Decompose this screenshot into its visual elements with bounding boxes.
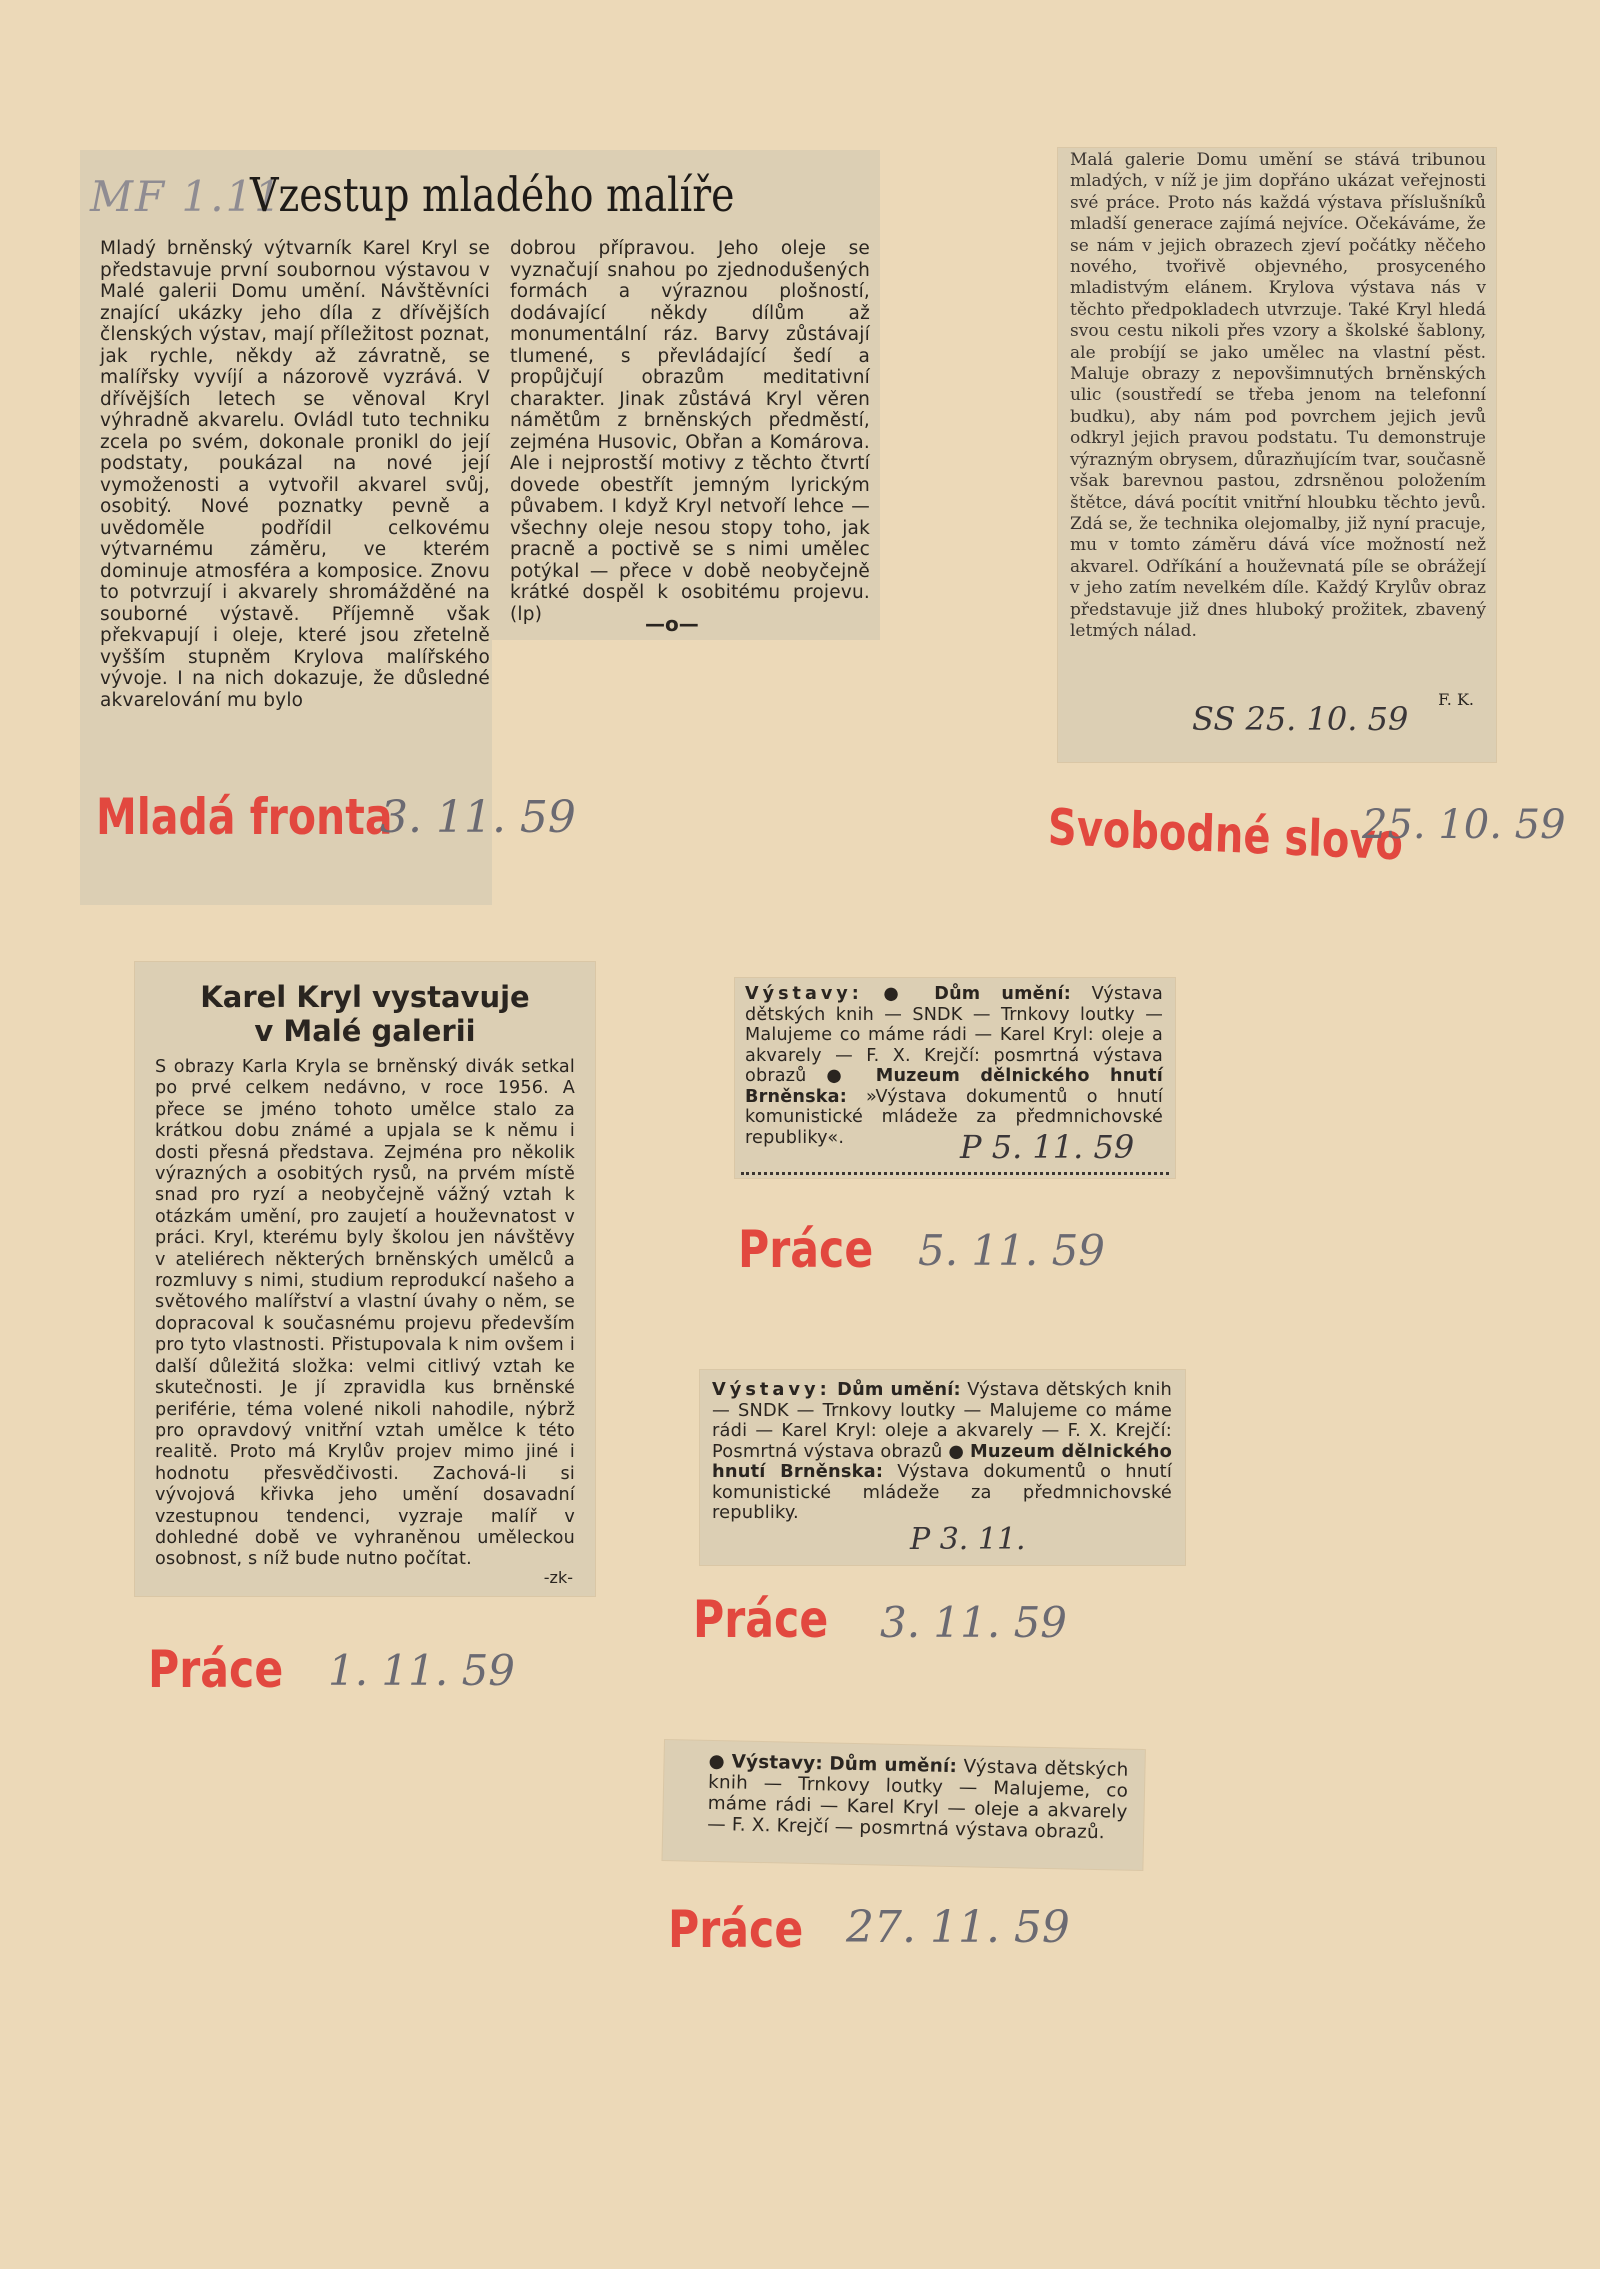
exhibitions-listing	[712, 1380, 1172, 1524]
listing-venue-1: Dům umění:	[837, 1379, 961, 1400]
handwritten-note: P 5. 11. 59	[960, 1128, 1135, 1166]
bullet-icon: ●	[708, 1750, 726, 1773]
listing-items-1: Výstava dětských knih — Trnkovy loutky — Malujeme, co máme rádi — Karel Kryl — oleje a akvarely — F. X. Krejčí — posmrtná výstava obrazů.	[707, 1756, 1129, 1844]
article-column-1: Mladý brněnský výtvarník Karel Kryl se představuje první soubornou výstavou v Malé galerii Domu umění. Návštěvníci znající ukázky jeho díla z dřívějších členských výstav, mají příležitost poznat, jak rychle, někdy až závratně, se malířsky vyvíjí a názorově vyzrává. V dřívějších letech se věnoval Kryl výhradně akvarelu. Ovládl tuto techniku zcela po svém, dokonale pronikl do její podstaty, poukázal na nové její vymoženosti a vytvořil akvarel svůj, osobitý. Nové poznatky pevně a uvědoměle podřídil celkovému výtvarnému záměru, ve kterém dominuje atmosféra a komposice. Znovu to potvrzují i akvarely shromážděné na souborné výstavě. Příjemně však překvapují i oleje, které jsou zřetelně vyšším stupněm Krylova malířského vývoje. I na nich dokazuje, že důsledné akvarelování mu bylo	[100, 238, 490, 711]
newspaper-stamp-prace: Práce	[148, 1640, 284, 1700]
listing-label: Výstavy:	[745, 984, 863, 1004]
article-signature: F. K.	[1438, 690, 1474, 709]
listing-items-1: Výstava dětských knih — SNDK — Trnkovy loutky — Malujeme co máme rádi — Karel Kryl: oleje a akvarely — F. X. Krejčí: Posmrtná výstava obrazů	[712, 1379, 1173, 1462]
listing-items-2: Výstava dokumentů o hnutí komunistické mládeže za předmnichovské republiky.	[712, 1461, 1172, 1523]
handwritten-date: 5. 11. 59	[918, 1226, 1106, 1275]
bullet-icon: ●	[883, 984, 914, 1004]
exhibitions-listing	[745, 984, 1163, 1148]
handwritten-date: 27. 11. 59	[846, 1902, 1070, 1953]
handwritten-date: 25. 10. 59	[1362, 802, 1566, 848]
newspaper-stamp-mlada-fronta: Mladá fronta	[96, 788, 393, 846]
newspaper-stamp-prace: Práce	[693, 1590, 829, 1650]
newspaper-stamp-prace: Práce	[738, 1220, 874, 1280]
handwritten-date: 3. 11. 59	[880, 1598, 1068, 1647]
clipping-svobodne-slovo	[1058, 148, 1496, 762]
listing-venue-1: Dům umění:	[934, 984, 1072, 1004]
handwritten-date: 1. 11. 59	[328, 1646, 516, 1695]
article-text: S obrazy Karla Kryla se brněnský divák setkal po prvé celkem nedávno, v roce 1956. A přece se jméno tohoto umělce stalo za krátkou dobu známé a upjala se k němu i dosti přesná představa. Zejména pro několik výrazných a osobitých rysů, na prvém místě snad pro ryzí a neobyčejně vážný vztah k otázkám umění, pro zaujetí a houževnatost v práci. Kryl, kterému byly školou jen návštěvy v ateliérech některých brněnských umělců a rozmluvy s nimi, studium reprodukcí našeho a světového malířství a vlastní úvahy o něm, se dopracoval k současnému projevu především pro tyto vlastnosti. Přistupovala k nim ovšem i další důležitá složka: velmi citlivý vztah ke skutečnosti. Je jí zpravidla kus brněnské periférie, téma volené nikoli nahodile, nýbrž pro opravdový vnitřní vztah umělce k této realitě. Proto má Krylův projev mimo jiné i hodnotu přesvědčivosti. Zachová-li si vývojová křivka jeho umění dosavadní vzestupnou tendenci, vyzraje malíř v dohledné době ve vyhraněnou uměleckou osobnost, s níž bude nutno počítat.	[155, 1057, 575, 1570]
clipping-mlada-fronta	[80, 150, 880, 750]
newspaper-stamp-svobodne-slovo: Svobodné slovo	[1047, 798, 1404, 872]
clipping-prace-vystavy-3	[662, 1740, 1144, 1870]
exhibitions-listing	[707, 1751, 1129, 1844]
dotted-underline	[741, 1172, 1169, 1175]
listing-label: Výstavy:	[712, 1379, 831, 1400]
clipping-prace-vystavy-2	[700, 1370, 1185, 1565]
article-text: Malá galerie Domu umění se stává tribunou mladých, v níž je jim dopřáno ukázat veřejnosti své práce. Proto nás každá výstava příslušníků mladší generace zajímá nejvíce. Očekáváme, že se nám v jejich obrazech zjeví počátky něčeho nového, tvořivě objevného, prosyceného mladistvým elánem. Krylova výstava nás v těchto předpokladech utvrzuje. Také Kryl hledá svou cestu nikoli přes vzory a školské šablony, ale probíjí se jako umělec na vlastní pěst. Maluje obrazy z nepovšimnutých brněnských ulic (soustředí se třeba jenom na telefonní budku), aby nám pod povrchem jejich jevů odkryl jejich pravou podstatu. Tu demonstruje výrazným obrysem, důrazňujícím tvar, současně však barevnou pastou, zdrsněnou položením štětce, dává pocítit vnitřní hloubku těchto jevů. Zdá se, že technika olejomalby, již nyní pracuje, mu v tomto záměru dává více možností než akvarel. Odříkání a houževnatá píle se obrážejí v jeho zatím nevelkém díle. Každý Krylův obraz představuje již dnes hluboký prožitek, zbavený letmých nálad.	[1070, 150, 1486, 641]
handwritten-note: P 3. 11.	[910, 1522, 1026, 1557]
listing-label: Výstavy:	[731, 1751, 824, 1775]
handwritten-note: SS 25. 10. 59	[1192, 700, 1409, 738]
listing-venue-1: Dům umění:	[829, 1753, 958, 1778]
margin-note: MF 1.11	[90, 172, 284, 221]
clipping-prace-karel-kryl	[135, 962, 595, 1596]
bullet-icon: ●	[948, 1440, 965, 1462]
clipping-prace-vystavy-1	[735, 978, 1175, 1178]
handwritten-date: 3. 11. 59	[380, 792, 576, 843]
listing-items-2: »Výstava dokumentů o hnutí komunistické mládeže za předmnichovské republiky«.	[745, 1086, 1163, 1148]
listing-items-1: Výstava dětských knih — SNDK — Trnkovy loutky — Malujeme co máme rádi — Karel Kryl: oleje a akvarely — F. X. Krejčí: posmrtná výstava obrazů	[745, 984, 1163, 1086]
bullet-icon: ●	[826, 1066, 856, 1086]
article-signature: -zk-	[543, 1568, 573, 1587]
article-title-line-1: Karel Kryl vystavuje	[200, 980, 530, 1014]
listing-venue-2: Muzeum dělnického hnutí Brněnska:	[745, 1066, 1163, 1107]
article-column-2: dobrou přípravou. Jeho oleje se vyznačují snahou po zjednodušených formách a výraznou plošností, dodávající někdy dílům až monumentální ráz. Barvy zůstávají tlumené, s převládající šedí a propůjčují obrazům meditativní charakter. Jinak zůstává Kryl věren námětům z brněnských předměstí, zejména Husovic, Obřan a Komárova. Ale i nejprostší motivy z těchto čtvrtí dovede obestřít jemným lyrickým půvabem. I když Kryl netvoří lehce — všechny oleje nesou stopy toho, jak pracně a poctivě se s nimi umělec potýkal — přece v době neobyčejně krátké dospěl k osobitému projevu. (lp)	[510, 238, 870, 625]
article-title-line-2: v Malé galerii	[254, 1014, 476, 1048]
article-end-mark: —o—	[645, 612, 699, 636]
newspaper-stamp-prace: Práce	[668, 1900, 804, 1960]
article-title: Vzestup mladého malíře	[250, 168, 735, 223]
listing-venue-2: Muzeum dělnického hnutí Brněnska:	[712, 1440, 1173, 1482]
